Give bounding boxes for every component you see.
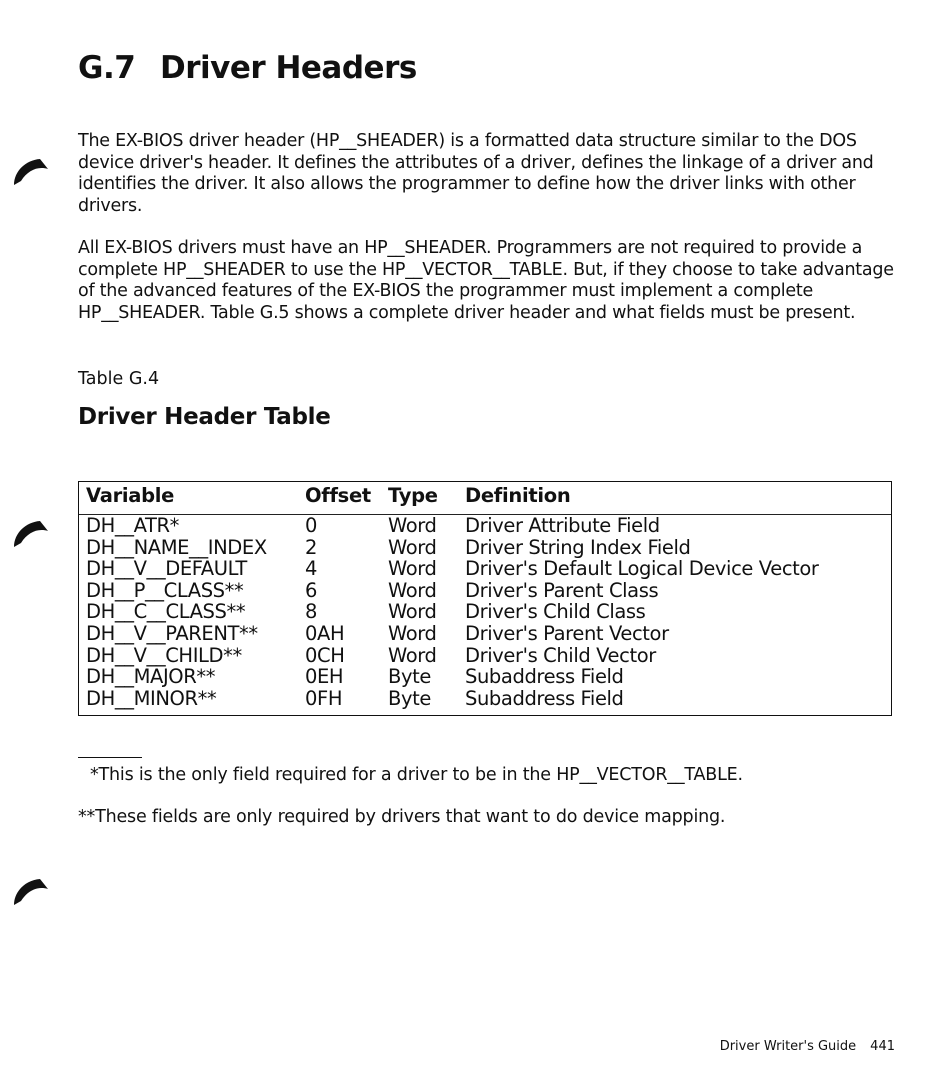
cell-definition: Driver's Default Logical Device Vector xyxy=(465,557,819,581)
cell-type: Word xyxy=(388,514,437,537)
cell-type: Word xyxy=(388,600,437,624)
driver-header-table xyxy=(78,481,892,716)
table-row xyxy=(79,537,891,559)
section-heading xyxy=(78,50,417,86)
table-title: Driver Header Table xyxy=(78,404,331,430)
cell-variable: DH__P__CLASS** xyxy=(86,578,244,602)
cell-offset: 0FH xyxy=(305,686,343,710)
body-paragraph: All EX-BIOS drivers must have an HP__SHEADER. Programmers are not required to provide a complete HP__SHEADER to use the HP__VECTOR__TABLE. But, if they choose to take advantage of the advanced features of the EX-BIOS the programmer must implement a complete HP__SHEADER. Table G.5 shows a complete driver header and what fields must be present. xyxy=(78,238,894,324)
running-title: Driver Writer's Guide xyxy=(719,1039,857,1054)
cell-definition: Driver Attribute Field xyxy=(465,514,660,537)
cell-offset: 0CH xyxy=(305,643,345,667)
column-header-type: Type xyxy=(388,484,438,507)
column-header-offset: Offset xyxy=(305,484,371,507)
cell-variable: DH__V__CHILD** xyxy=(86,643,242,667)
cell-variable: DH__NAME__INDEX xyxy=(86,535,267,559)
table-row xyxy=(79,688,891,710)
body-paragraph: The EX-BIOS driver header (HP__SHEADER) is a formatted data structure similar to the DOS device driver's header. It defines the attributes of a driver, defines the linkage of a driver and identifies the driver. It also allows the programmer to define how the driver links with other drivers. xyxy=(78,131,874,217)
cell-offset: 6 xyxy=(305,578,318,602)
cell-type: Byte xyxy=(388,665,431,689)
cell-definition: Driver String Index Field xyxy=(465,535,691,559)
cell-offset: 0AH xyxy=(305,621,345,645)
footnote-divider xyxy=(78,757,142,758)
cell-definition: Driver's Parent Class xyxy=(465,578,659,602)
cell-type: Word xyxy=(388,557,437,581)
cell-variable: DH__C__CLASS** xyxy=(86,600,246,624)
table-row xyxy=(79,623,891,645)
cell-variable: DH__MINOR** xyxy=(86,686,217,710)
cell-type: Word xyxy=(388,621,437,645)
cell-offset: 2 xyxy=(305,535,318,559)
binder-hole-mark-icon xyxy=(12,875,50,907)
page-number: 441 xyxy=(870,1039,895,1054)
cell-variable: DH__V__DEFAULT xyxy=(86,557,247,581)
table-row xyxy=(79,645,891,667)
cell-type: Word xyxy=(388,643,437,667)
binder-hole-mark-icon xyxy=(12,155,50,187)
cell-definition: Subaddress Field xyxy=(465,686,624,710)
cell-offset: 8 xyxy=(305,600,318,624)
cell-definition: Driver's Child Vector xyxy=(465,643,656,667)
cell-definition: Driver's Child Class xyxy=(465,600,646,624)
cell-type: Word xyxy=(388,535,437,559)
section-number: G.7 xyxy=(78,50,136,86)
cell-definition: Driver's Parent Vector xyxy=(465,621,669,645)
table-row xyxy=(79,601,891,623)
table-body xyxy=(79,515,891,709)
column-header-variable: Variable xyxy=(86,484,175,507)
cell-variable: DH__ATR* xyxy=(86,514,180,537)
cell-variable: DH__V__PARENT** xyxy=(86,621,258,645)
cell-offset: 0EH xyxy=(305,665,344,689)
table-header-row xyxy=(79,482,891,515)
cell-offset: 4 xyxy=(305,557,318,581)
footnote: *This is the only field required for a driver to be in the HP__VECTOR__TABLE. xyxy=(90,765,743,785)
table-label: Table G.4 xyxy=(78,369,160,389)
table-row xyxy=(79,580,891,602)
page-footer xyxy=(720,1039,895,1054)
footnote: **These fields are only required by drivers that want to do device mapping. xyxy=(78,807,726,827)
table-row xyxy=(79,515,891,537)
cell-type: Word xyxy=(388,578,437,602)
binder-hole-mark-icon xyxy=(12,517,50,549)
table-row xyxy=(79,558,891,580)
cell-offset: 0 xyxy=(305,514,318,537)
cell-type: Byte xyxy=(388,686,431,710)
table-row xyxy=(79,666,891,688)
cell-variable: DH__MAJOR** xyxy=(86,665,216,689)
section-title: Driver Headers xyxy=(160,50,417,86)
cell-definition: Subaddress Field xyxy=(465,665,624,689)
column-header-definition: Definition xyxy=(465,484,571,507)
